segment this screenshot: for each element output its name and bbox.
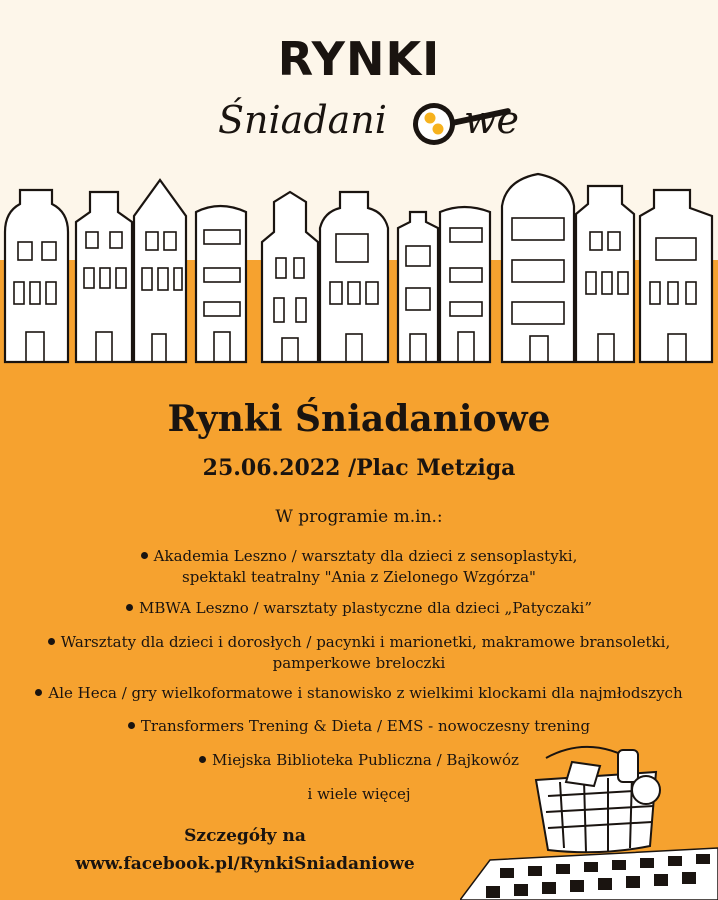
event-date-place: 25.06.2022 /Plac Metziga: [202, 455, 516, 481]
bullet-icon: [141, 552, 148, 559]
program-item: [0, 683, 718, 704]
details-label: Szczegóły na: [184, 826, 306, 846]
townhouses-illustration: [0, 172, 718, 372]
bullet-icon: [126, 604, 133, 611]
bullet-icon: [48, 638, 55, 645]
program-item-line1: Akademia Leszno / warsztaty dla dzieci z sensoplastyki,: [153, 547, 578, 565]
logo-sub-left: Śniadani: [218, 98, 387, 142]
event-title: Rynki Śniadaniowe: [167, 398, 551, 440]
program-item-line2: pamperkowe breloczki: [272, 654, 446, 672]
details-link[interactable]: www.facebook.pl/RynkiSniadaniowe: [75, 854, 415, 874]
logo-title: RYNKI: [277, 32, 441, 86]
bullet-icon: [199, 756, 206, 763]
program-item-line1: MBWA Leszno / warsztaty plastyczne dla dzieci „Patyczaki”: [138, 599, 592, 617]
logo-subtitle: [218, 92, 518, 162]
program-item-line1: Transformers Trening & Dieta / EMS - nowoczesny trening: [140, 717, 591, 735]
bullet-icon: [128, 722, 135, 729]
program-item: [0, 632, 718, 674]
program-item-line1: Warsztaty dla dzieci i dorosłych / pacynki i marionetki, makramowe bransoletki,: [60, 633, 671, 651]
program-item-line2: spektakl teatralny "Ania z Zielonego Wzgórza": [182, 568, 536, 586]
bullet-icon: [35, 689, 42, 696]
logo-sub-right: we: [464, 98, 520, 142]
program-item: [0, 716, 718, 737]
picnic-basket-illustration: [460, 740, 718, 900]
program-item: [0, 598, 718, 619]
details-block: [0, 822, 490, 878]
program-item-line1: Miejska Biblioteka Publiczna / Bajkowóz: [212, 751, 519, 769]
program-item-line1: Ale Heca / gry wielkoformatowe i stanowisko z wielkimi klockami dla najmłodszych: [48, 684, 683, 702]
program-item: [0, 546, 718, 588]
program-heading: W programie m.in.:: [275, 507, 443, 527]
program-more: i wiele więcej: [307, 785, 411, 803]
